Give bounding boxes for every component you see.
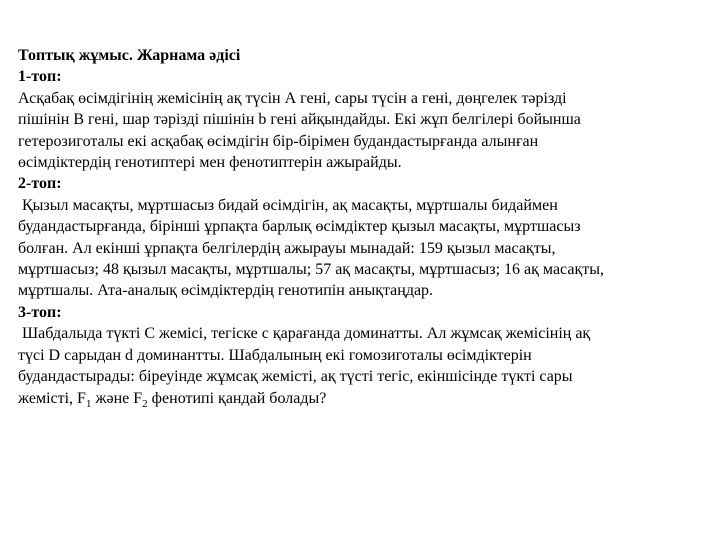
text-line: будандастырғанда, бірінші ұрпақта барлық өсімдіктер қызыл масақты, мұртшасыз: [18, 218, 581, 236]
text-line: түсі D сарыдан d доминантты. Шабдалының екі гомозиготалы өсімдіктерін: [18, 346, 532, 364]
text-segment: фенотипі қандай болады?: [147, 389, 327, 407]
group-label-1: 1-топ:: [18, 68, 62, 86]
text-line: болған. Ал екінші ұрпақта белгілердің ажырауы мынадай: 159 қызыл масақты,: [18, 239, 556, 257]
subscript-f1: 1: [85, 397, 92, 410]
text-line: будандастырады: біреуінде жұмсақ жемісті, ақ түсті тегіс, екіншісінде түкті сары: [18, 368, 573, 386]
text-line: Асқабақ өсімдігінің жемісінің ақ түсін А гені, сары түсін а гені, дөңгелек тәрізді: [18, 89, 567, 107]
text-line-with-subscripts: [18, 388, 710, 409]
group-label-2: 2-топ:: [18, 175, 62, 193]
text-line: мұртшалы. Ата-аналық өсімдіктердің генотипін анықтаңдар.: [18, 282, 434, 300]
text-segment: жемісті, F: [18, 389, 86, 407]
slide-title: Топтық жұмыс. Жарнама әдісі: [18, 47, 241, 64]
text-line: мұртшасыз; 48 қызыл масақты, мұртшалы; 57 ақ масақты, мұртшасыз; 16 ақ масақты,: [18, 261, 604, 279]
subscript-f2: 2: [142, 397, 148, 410]
text-line: пішінін В гені, шар тәрізді пішінін b гені айқындайды. Екі жұп белгілері бойынша: [18, 111, 581, 129]
text-line: Шабдалыда түкті С жемісі, тегіске с қарағанда доминатты. Ал жұмсақ жемісінің ақ: [18, 325, 591, 343]
text-line: гетерозиготалы екі асқабақ өсімдігін бір-бірімен будандастырғанда алынған: [18, 132, 539, 150]
text-block: [18, 45, 710, 409]
text-line: Қызыл масақты, мұртшасыз бидай өсімдігін, ақ масақты, мұртшалы бидаймен: [18, 196, 558, 214]
group-label-3: 3-топ:: [18, 303, 62, 321]
text-segment: және F: [91, 389, 143, 407]
text-line: өсімдіктердің генотиптері мен фенотиптерін ажырайды.: [18, 154, 402, 172]
